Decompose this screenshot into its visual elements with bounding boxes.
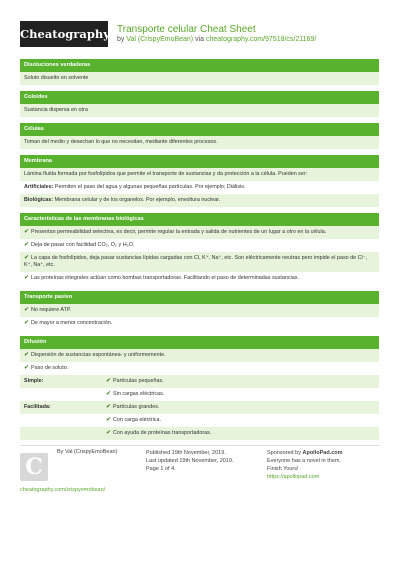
updated-date: Last updated 19th November, 2019.	[146, 458, 234, 464]
section-transporte-pasivo	[20, 291, 379, 330]
section-membrana	[20, 155, 379, 207]
section-row: Lámina fluida formada por fosfolípidos que permite el transporte de sustancias y da protección a la célula. Pueden ser:	[20, 168, 379, 181]
published-date: Published 19th November, 2019.	[146, 450, 226, 456]
check-icon: ✔	[106, 404, 112, 410]
list-item	[20, 304, 379, 317]
list-item-text: Partículas pequeñas.	[113, 378, 164, 384]
check-icon: ✔	[24, 275, 30, 281]
section-row: Sustancia dispersa en otra	[20, 104, 379, 117]
author-profile-link[interactable]: cheatography.com/crispyemobean/	[20, 487, 106, 493]
row-value	[102, 414, 379, 427]
row-value	[102, 427, 379, 440]
row-text: Permiten el paso del agua y algunas pequeñas partículas. Por ejemplo; Diálisis.	[54, 184, 246, 190]
via-text: via	[195, 36, 205, 43]
section-caracteristicas	[20, 213, 379, 285]
row-value	[102, 388, 379, 401]
row-label: Simple:	[24, 378, 44, 384]
section-heading: Características de las membranas biológicas	[20, 213, 379, 226]
list-item-text: Con carga eléctrica.	[113, 417, 161, 423]
list-item-text: Las proteínas integrales actúan como bombas transportadoras. Facilitando el paso de determinadas sustancias.	[31, 275, 299, 281]
cheatography-c-logo: C	[20, 453, 48, 481]
sponsor-link[interactable]: https://apollopad.com	[267, 474, 320, 480]
list-item	[20, 239, 379, 252]
sponsor-line	[267, 449, 357, 457]
footer-author: By Val (CrispyEmoBean)	[57, 449, 118, 455]
table-row	[20, 427, 379, 440]
section-row	[20, 194, 379, 207]
section-celulas	[20, 123, 379, 149]
section-heading: Membrana	[20, 155, 379, 168]
list-item-text: De mayor a menor concentración.	[31, 320, 113, 326]
footer	[20, 445, 380, 515]
section-disoluciones	[20, 59, 379, 85]
page-title[interactable]: Transporte celular Cheat Sheet	[117, 24, 256, 35]
table-row	[20, 414, 379, 427]
list-item-text: Presentan permeabilidad selectiva, es decir, permite regular la entrada y salida de nutrientes de un lugar a otro en la célula.	[31, 229, 327, 235]
section-row: Toman del medio y desechan lo que no necesitan, mediante diferentes procesos.	[20, 136, 379, 149]
check-icon: ✔	[24, 320, 30, 326]
list-item-text: La capa de fosfolípidos, deja pasar sustancias lípidas cargadas con Cl, K⁺, Na⁺, etc. Son eléctricamente neutras pero impide el paso de Cl⁻, K⁺, Na⁺, etc.	[24, 255, 368, 268]
publish-info	[146, 449, 233, 473]
table-row	[20, 401, 379, 414]
row-text: Membrana celular y de los organelos. Por ejemplo, envoltura nuclear.	[54, 197, 221, 203]
main-content	[20, 59, 379, 446]
list-item	[20, 252, 379, 272]
header	[0, 0, 400, 60]
row-label: Biológicas:	[24, 197, 54, 203]
list-item-text: Paso de soluto.	[31, 365, 69, 371]
sheet-url-link[interactable]: cheatography.com/97518/cs/21169/	[206, 36, 317, 43]
check-icon: ✔	[24, 352, 30, 358]
row-value	[102, 375, 379, 388]
byline	[117, 36, 316, 43]
list-item-text: Partículas grandes.	[113, 404, 160, 410]
row-label: Artificiales:	[24, 184, 54, 190]
list-item-text: Deja de pasar con facilidad CO₂, O₂ y H₂O.	[31, 242, 135, 248]
row-label	[20, 414, 102, 427]
check-icon: ✔	[106, 417, 112, 423]
sponsor-info	[267, 449, 357, 481]
list-item-text: Con ayuda de proteínas transportadoras.	[113, 430, 212, 436]
row-label	[20, 388, 102, 401]
list-item	[20, 362, 379, 375]
section-coloides	[20, 91, 379, 117]
row-label: Facilitada:	[24, 404, 51, 410]
check-icon: ✔	[24, 229, 30, 235]
list-item	[20, 272, 379, 285]
list-item-text: No requiere ATP.	[31, 307, 72, 313]
check-icon: ✔	[106, 378, 112, 384]
section-heading: Células	[20, 123, 379, 136]
by-prefix: by	[117, 36, 125, 43]
list-item-text: Dispersión de sustancias espontánea- y uniformemente.	[31, 352, 166, 358]
check-icon: ✔	[106, 391, 112, 397]
sponsor-prefix: Sponsored by	[267, 450, 301, 456]
section-difusion	[20, 336, 379, 440]
check-icon: ✔	[24, 365, 30, 371]
list-item	[20, 317, 379, 330]
section-heading: Coloides	[20, 91, 379, 104]
section-heading: Disoluciones verdaderas	[20, 59, 379, 72]
check-icon: ✔	[24, 242, 30, 248]
check-icon: ✔	[24, 307, 30, 313]
table-row	[20, 375, 379, 388]
row-label	[20, 427, 102, 440]
list-item	[20, 226, 379, 239]
author-link[interactable]: Val (CrispyEmoBean)	[126, 36, 194, 43]
section-row: Soluto disuelto en solvente	[20, 72, 379, 85]
sponsor-name: ApolloPad.com	[302, 450, 343, 456]
cheatography-logo[interactable]: Cheatography	[20, 21, 108, 47]
sponsor-text: Everyone has a novel in them. Finish Yours!	[267, 458, 341, 472]
page-number: Page 1 of 4.	[146, 466, 176, 472]
section-heading: Difusión	[20, 336, 379, 349]
table-row	[20, 388, 379, 401]
section-row	[20, 181, 379, 194]
check-icon: ✔	[24, 255, 30, 261]
list-item	[20, 349, 379, 362]
check-icon: ✔	[106, 430, 112, 436]
section-heading: Transporte pasivo	[20, 291, 379, 304]
list-item-text: Sin cargas eléctricas.	[113, 391, 165, 397]
row-value	[102, 401, 379, 414]
